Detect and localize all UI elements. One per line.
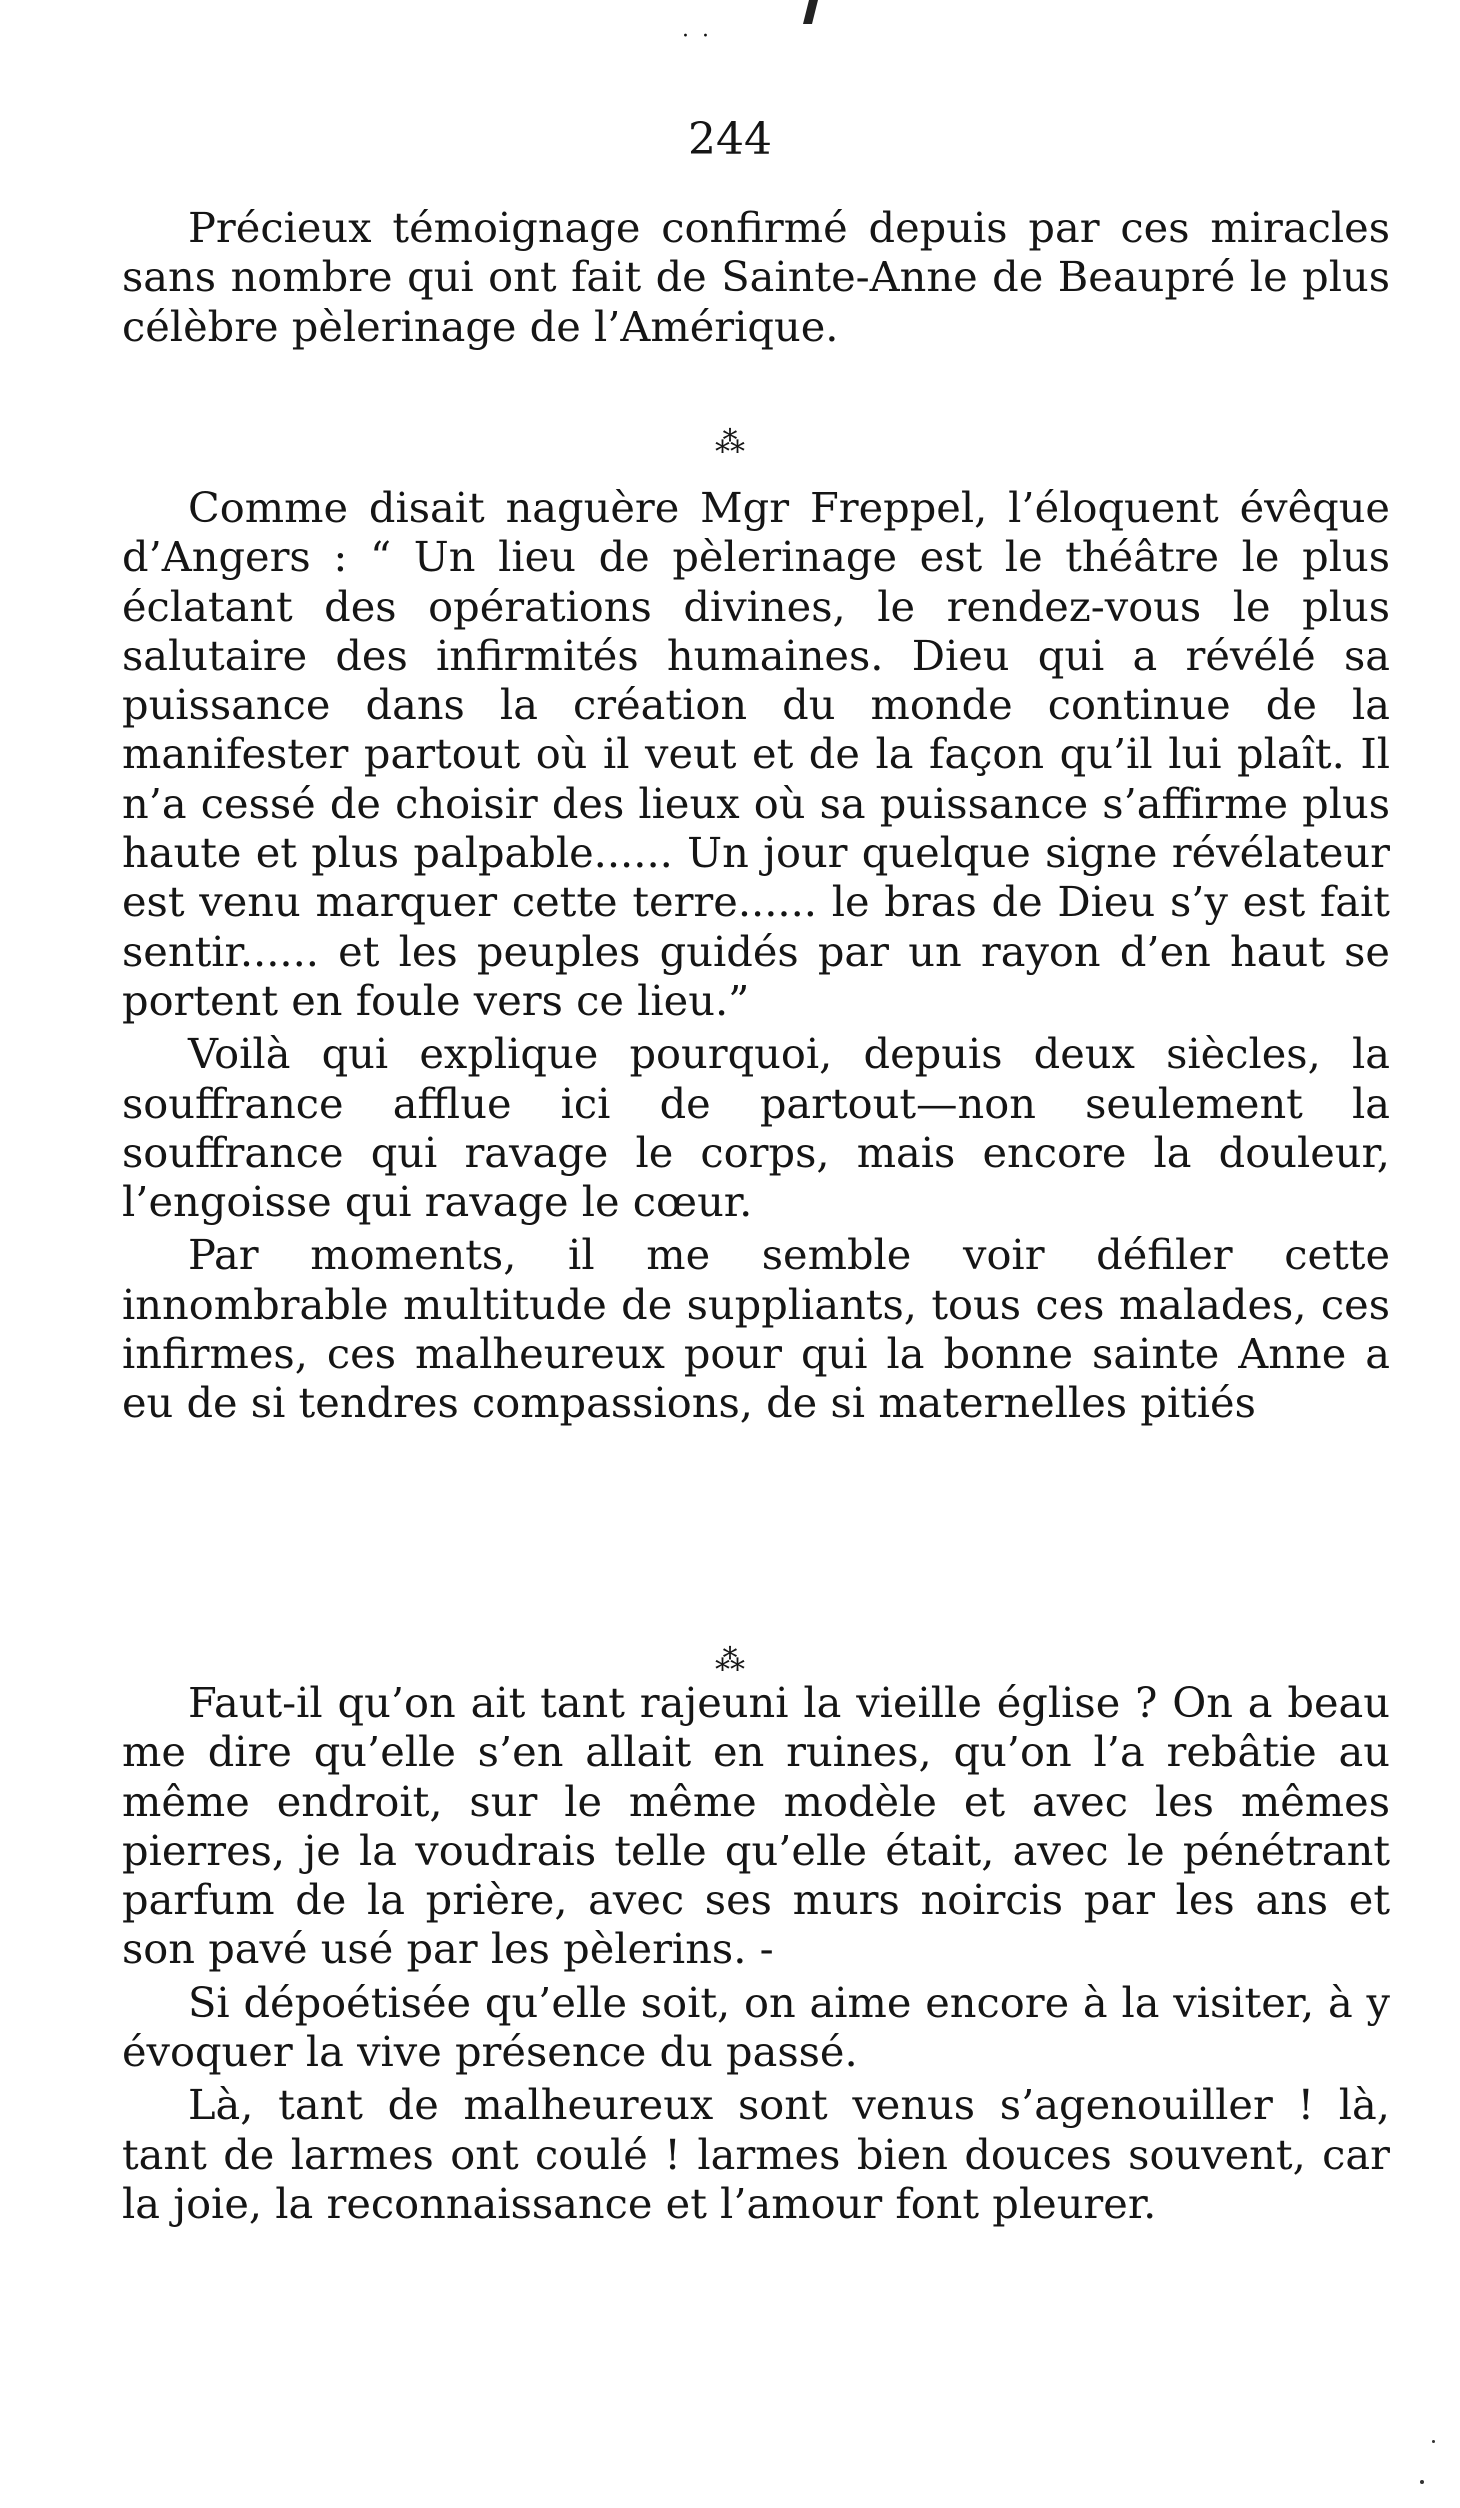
asterism-divider <box>0 1643 1460 1678</box>
ink-dots: · · <box>682 24 712 49</box>
asterism-divider <box>0 425 1460 460</box>
paragraph: Si dépoétisée qu’elle soit, on aime encore à la visiter, à y évoquer la vive présence du passé. <box>122 1977 1390 2077</box>
paragraph: Précieux témoignage confirmé depuis par ces miracles sans nombre qui ont fait de Sainte-Anne de Beaupré le plus célèbre pèlerinage de l’Amérique. <box>122 203 1390 351</box>
paragraph: Comme disait naguère Mgr Freppel, l’éloquent évêque d’Angers : “ Un lieu de pèlerinage est le théâtre le plus éclatant des opérations divines, le rendez-vous le plus salutaire des infirmités humaines. Dieu qui a révélé sa puissance dans la création du monde continue de la manifester partout où il veut et de la façon qu’il lui plaît. Il n’a cessé de choisir des lieux où sa puissance s’affirme plus haute et plus palpable...... Un jour quelque signe révélateur est venu marquer cette terre...... le bras de Dieu s’y est fait sentir...... et les peuples guidés par un rayon d’en haut se portent en foule vers ce lieu.” <box>122 483 1390 1025</box>
paragraph: Là, tant de malheureux sont venus s’agenouiller ! là, tant de larmes ont coulé ! larmes bien douces souvent, car la joie, la reconnaissance et l’amour font pleurer. <box>122 2080 1390 2228</box>
scan-speck <box>1420 2480 1424 2484</box>
text-block-1 <box>122 203 1390 355</box>
paragraph: Par moments, il me semble voir défiler cette innombrable multitude de suppliants, tous ces malades, ces infirmes, ces malheureux pour qui la bonne sainte Anne a eu de si tendres compassions, de si maternelles pitiés <box>122 1230 1390 1428</box>
asterism-glyph: ⁂ <box>715 1643 745 1678</box>
scan-speck <box>1432 2440 1435 2443</box>
paragraph: Faut-il qu’on ait tant rajeuni la vieille église ? On a beau me dire qu’elle s’en allait en ruines, qu’on l’a rebâtie au même endroit, sur le même modèle et avec les mêmes pierres, je la voudrais telle qu’elle était, avec le pénétrant parfum de la prière, avec ses murs noircis par les ans et son pavé usé par les pèlerins. - <box>122 1678 1390 1974</box>
text-block-3 <box>122 1678 1390 2232</box>
page-number: 244 <box>688 114 772 165</box>
ink-mark <box>803 0 818 24</box>
asterism-glyph: ⁂ <box>715 425 745 460</box>
paragraph: Voilà qui explique pourquoi, depuis deux siècles, la souffrance afflue ici de partout—non seulement la souffrance qui ravage le corps, mais encore la douleur, l’engoisse qui ravage le cœur. <box>122 1029 1390 1227</box>
text-block-2 <box>122 483 1390 1432</box>
